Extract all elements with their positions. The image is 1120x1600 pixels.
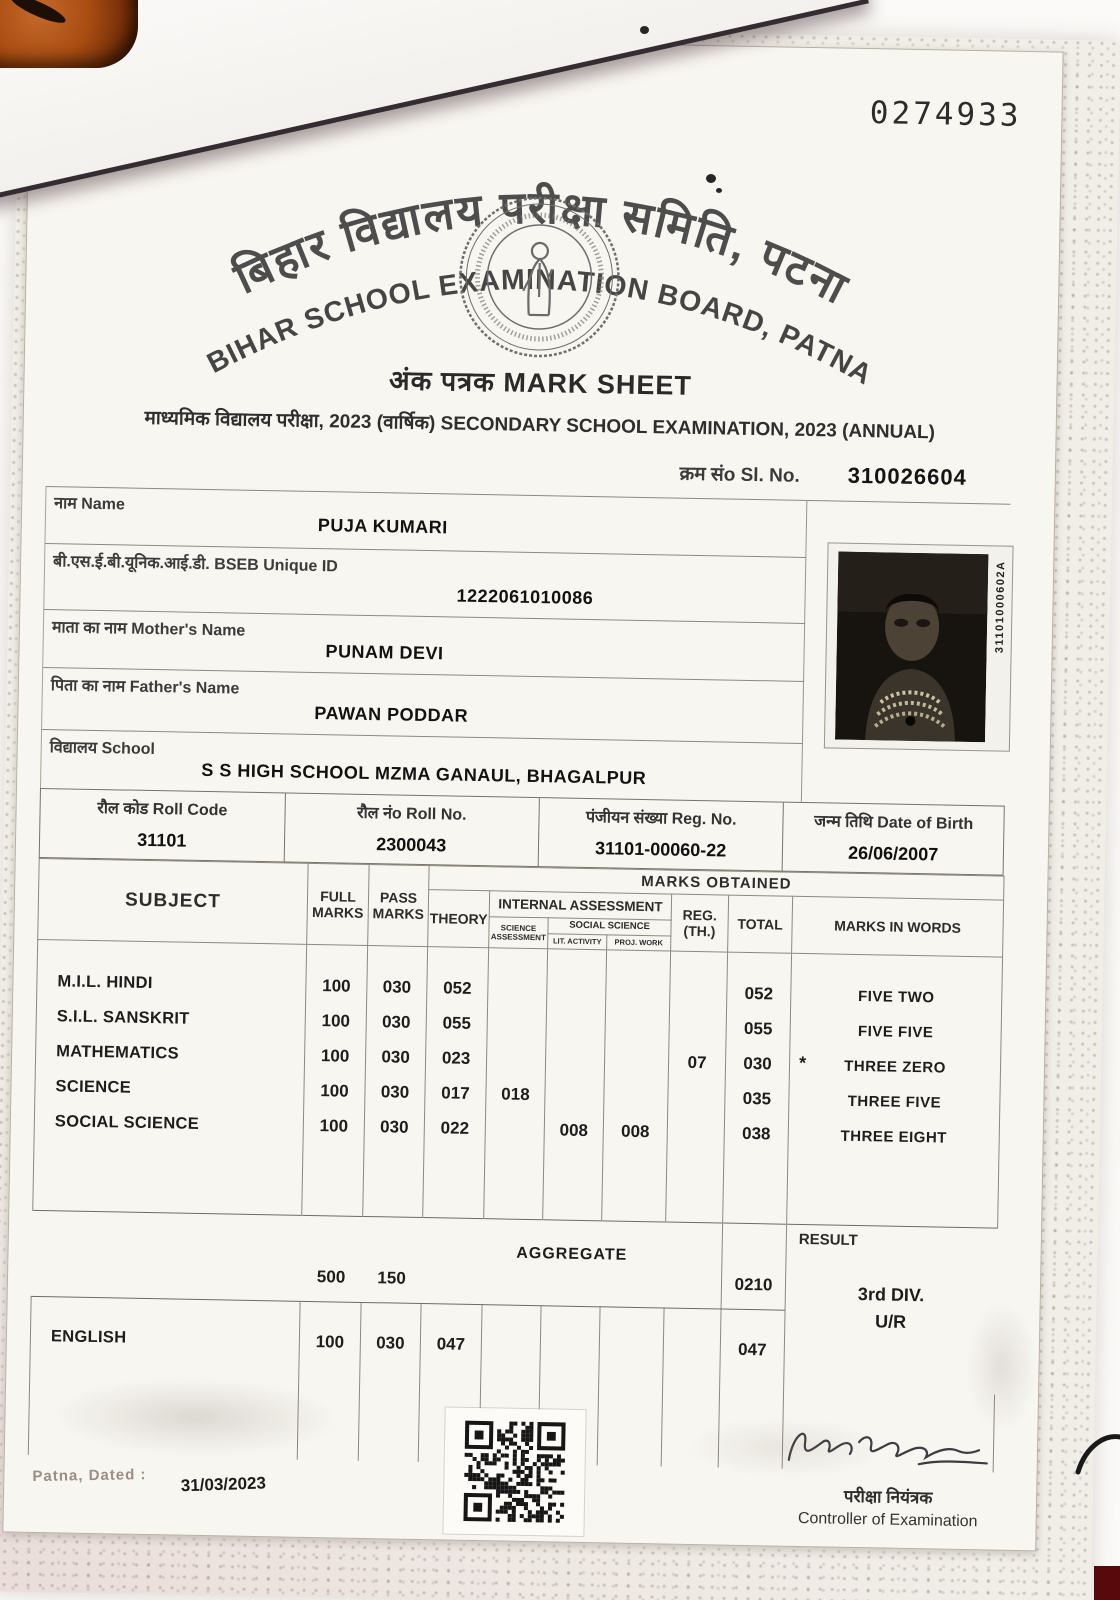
result-cell (784, 1224, 998, 1394)
words-cell (789, 1082, 1001, 1121)
scan-speck (640, 26, 649, 34)
total-star: * (798, 1052, 807, 1073)
reg-th-cell (669, 1010, 727, 1046)
controller-title-hindi: परीक्षा नियंत्रक (843, 1486, 933, 1508)
total-cell: 030 (725, 1046, 790, 1082)
marks-in-words-text: FIVE TWO (857, 987, 935, 1007)
reg-th-cell (668, 1080, 726, 1116)
roll-no-label: रौल नंo Roll No. (356, 804, 467, 824)
science-assessment-cell (486, 1042, 546, 1078)
date-value: 31/03/2023 (181, 1473, 267, 1496)
lit-activity-cell (545, 1043, 605, 1079)
col-header-pass-marks: PASS MARKS (368, 865, 429, 947)
father-name-label: पिता का नाम Father's Name (50, 677, 240, 698)
marks-in-words-text: THREE ZERO (844, 1057, 947, 1077)
theory-cell: 052 (427, 971, 489, 1007)
result-division: 3rd DIV. (857, 1284, 925, 1306)
total-cell: 055 (726, 1011, 791, 1047)
full-marks-cell: 100 (304, 1038, 366, 1074)
mother-name-value: PUNAM DEVI (325, 641, 444, 664)
proj-work-cell (605, 1009, 670, 1045)
dob-cell (783, 803, 1004, 875)
col-header-science-assessment: SCIENCE ASSESSMENT (489, 917, 549, 949)
theory-cell: 022 (424, 1111, 486, 1147)
photo-box (824, 542, 1014, 751)
photo-code: 31101000602A (993, 560, 1008, 654)
lit-activity-cell: 008 (544, 1113, 604, 1149)
serial-number: 0274933 (869, 95, 1022, 134)
words-cell (789, 1047, 1001, 1086)
col-header-internal-assessment: INTERNAL ASSESSMENT (489, 891, 671, 920)
lit-activity-cell (540, 1306, 600, 1387)
total-cell: 047 (720, 1309, 785, 1390)
board-name-hindi: बिहार विद्यालय परीक्षा समिति, पटना (226, 181, 857, 315)
scan-speck (716, 188, 722, 193)
lit-activity-cell (545, 1078, 605, 1114)
marks-in-words-text: THREE FIVE (847, 1092, 942, 1112)
theory-cell: 017 (425, 1076, 487, 1112)
pass-marks-cell: 030 (360, 1302, 421, 1383)
col-header-total: TOTAL (728, 895, 793, 953)
theory-cell: 023 (425, 1041, 487, 1077)
scan-smudge (965, 1301, 1037, 1432)
scan-speck (706, 174, 716, 183)
aggregate-total: 0210 (721, 1223, 787, 1310)
science-assessment-cell (485, 1112, 545, 1148)
reg-no-cell (539, 798, 785, 870)
col-header-marks-in-words: MARKS IN WORDS (792, 896, 1004, 957)
full-marks-cell: 100 (306, 968, 368, 1004)
theory-cell: 055 (426, 1006, 488, 1042)
science-assessment-cell (488, 972, 548, 1008)
student-info-section (40, 486, 807, 802)
total-cell: 052 (727, 976, 792, 1012)
col-header-marks-obtained: MARKS OBTAINED (429, 866, 1004, 901)
roll-code-value: 31101 (137, 829, 187, 851)
place-date-label: Patna, Dated : (32, 1466, 147, 1486)
col-header-reg-th: REG. (TH.) (671, 894, 729, 952)
roll-code-label: रौल कोड Roll Code (97, 800, 228, 820)
reg-th-cell (670, 975, 728, 1011)
pass-marks-cell: 030 (367, 969, 428, 1005)
lit-activity-cell (547, 973, 607, 1009)
subject-cell: MATHEMATICS (35, 1033, 305, 1073)
reg-no-label: पंजीयन संख्या Reg. No. (585, 808, 737, 829)
reg-no-value: 31101-00060-22 (594, 838, 727, 861)
words-cell (788, 1117, 1000, 1156)
result-label: RESULT (798, 1230, 858, 1250)
science-assessment-cell (481, 1305, 541, 1386)
controller-title-english: Controller of Examination (797, 1509, 978, 1531)
unique-id-value: 1222061010086 (456, 585, 594, 609)
science-assessment-cell: 018 (486, 1077, 546, 1113)
words-cell (791, 977, 1003, 1016)
reg-th-cell (667, 1115, 725, 1151)
dob-value: 26/06/2007 (847, 842, 939, 865)
board-name-english: BIHAR SCHOOL EXAMINATION BOARD, PATNA (202, 263, 878, 392)
pass-marks-cell: 030 (364, 1109, 425, 1145)
proj-work-cell: 008 (603, 1114, 668, 1150)
science-assessment-cell (487, 1007, 547, 1043)
theory-cell: 047 (420, 1304, 482, 1385)
orange-object-corner (0, 0, 138, 68)
subject-cell: S.I.L. SANSKRIT (36, 998, 306, 1038)
marksheet-title: अंक पत्रक MARK SHEET (388, 365, 693, 401)
col-header-lit-activity: LIT. ACTIVITY (548, 934, 607, 950)
subject-cell: ENGLISH (30, 1296, 300, 1381)
proj-work-cell (599, 1307, 664, 1388)
roll-no-cell (284, 793, 540, 866)
proj-work-cell (604, 1044, 669, 1080)
total-cell: 035 (725, 1081, 790, 1117)
qr-code (443, 1408, 585, 1537)
school-label: विद्यालय School (49, 739, 156, 759)
col-header-full-marks: FULL MARKS (307, 863, 369, 945)
dob-label: जन्म तिथि Date of Birth (814, 813, 974, 834)
name-label: नाम Name (54, 495, 125, 514)
background-pen-mark (1074, 1422, 1120, 1478)
maroon-background-corner (1094, 1566, 1120, 1600)
col-header-subject: SUBJECT (38, 858, 308, 944)
lit-activity-cell (546, 1008, 606, 1044)
total-cell: 038 (724, 1116, 789, 1152)
col-header-theory: THEORY (428, 890, 490, 948)
full-marks-cell: 100 (305, 1003, 367, 1039)
roll-code-cell (40, 789, 286, 861)
pass-marks-cell: 030 (365, 1074, 426, 1110)
sl-no-value: 310026604 (847, 462, 968, 490)
student-photo (835, 552, 988, 743)
result-category: U/R (874, 1311, 907, 1332)
full-marks-cell: 100 (299, 1301, 361, 1382)
subject-cell: SOCIAL SCIENCE (34, 1103, 304, 1143)
father-name-value: PAWAN PODDAR (314, 702, 469, 726)
place-date-line (32, 1462, 267, 1496)
subject-cell: SCIENCE (35, 1068, 305, 1108)
school-value: S S HIGH SCHOOL MZMA GANAUL, BHAGALPUR (201, 759, 647, 789)
aggregate-pass-marks: 150 (361, 1216, 423, 1303)
full-marks-cell: 100 (304, 1073, 366, 1109)
marks-in-words-text: THREE EIGHT (840, 1127, 948, 1147)
name-value: PUJA KUMARI (317, 515, 448, 538)
unique-id-label: बी.एस.ई.बी.यूनिक.आई.डी. BSEB Unique ID (52, 553, 338, 576)
aggregate-label: AGGREGATE (421, 1218, 723, 1309)
sl-no-line (679, 460, 967, 491)
col-header-social-science: SOCIAL SCIENCE (548, 918, 671, 936)
marksheet-paper (2, 33, 1063, 1552)
reg-th-cell (663, 1308, 721, 1389)
mother-name-label: माता का नाम Mother's Name (51, 619, 246, 640)
marks-in-words-text: FIVE FIVE (857, 1022, 934, 1042)
sl-no-label: क्रम संo Sl. No. (679, 463, 800, 487)
roll-no-value: 2300043 (376, 834, 447, 856)
proj-work-cell (606, 974, 671, 1010)
aggregate-full-marks: 500 (300, 1215, 363, 1302)
full-marks-cell: 100 (303, 1108, 365, 1144)
pass-marks-cell: 030 (366, 1004, 427, 1040)
reg-th-cell: 07 (668, 1045, 726, 1081)
proj-work-cell (604, 1079, 669, 1115)
subject-cell: M.I.L. HINDI (37, 963, 307, 1003)
exam-title: माध्यमिक विद्यालय परीक्षा, 2023 (वार्षिक) SECONDARY SCHOOL EXAMINATION, 2023 (ANNUAL) (144, 407, 936, 444)
col-header-proj-work: PROJ. WORK (607, 935, 671, 951)
words-cell (790, 1012, 1002, 1051)
pass-marks-cell: 030 (365, 1039, 426, 1075)
